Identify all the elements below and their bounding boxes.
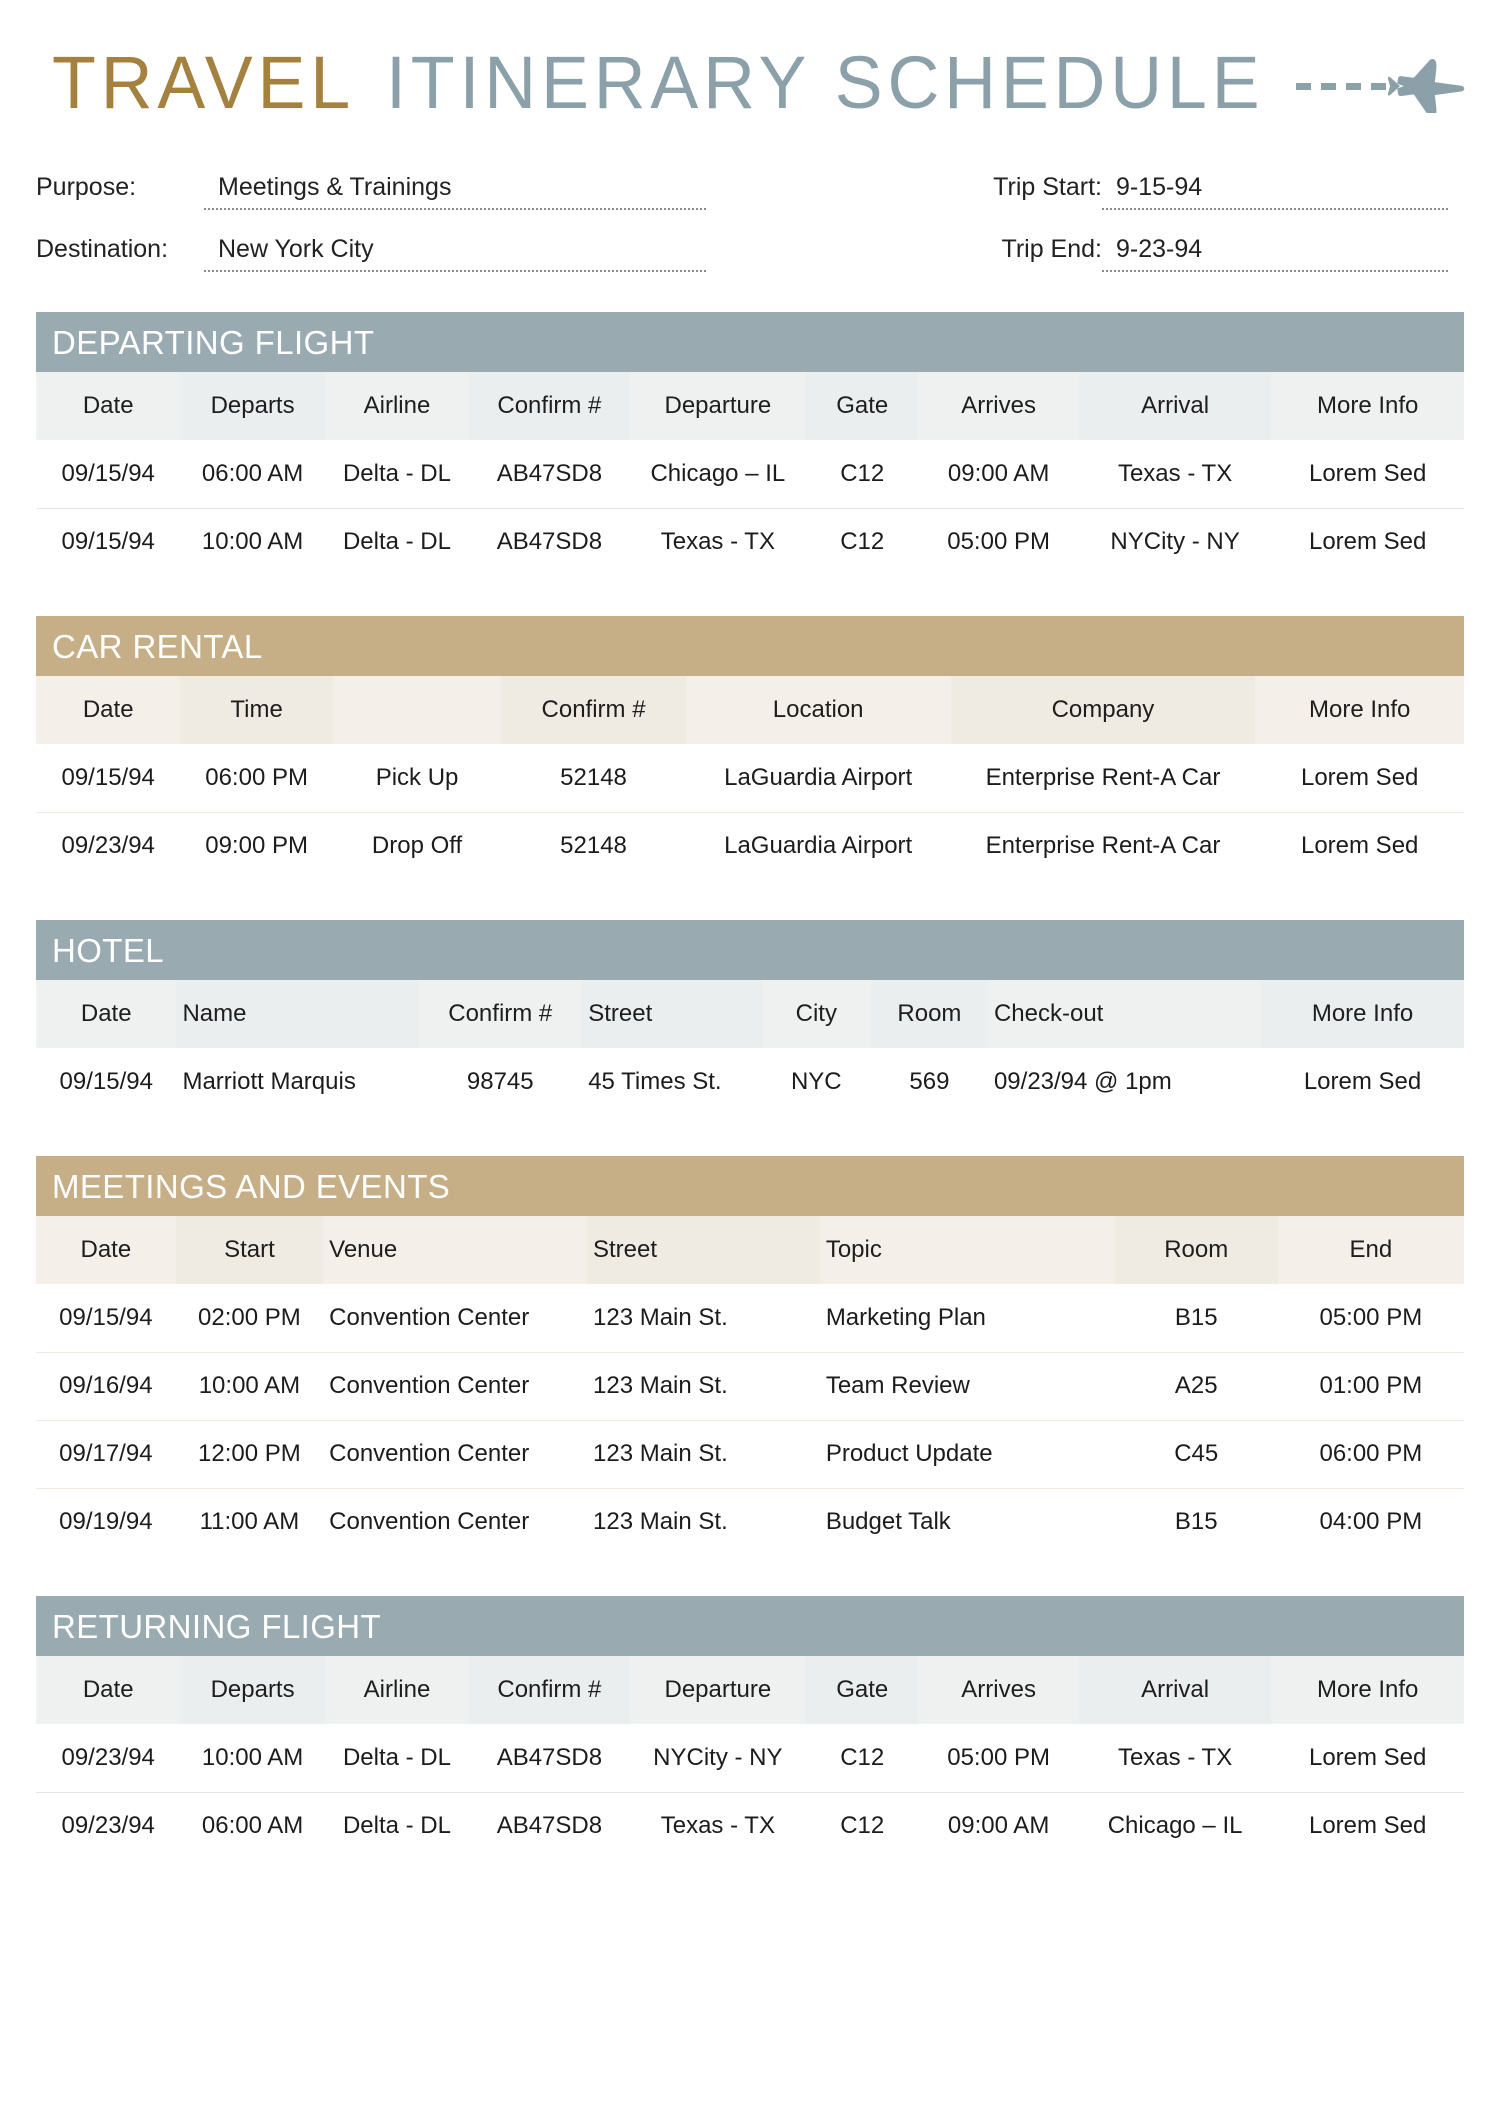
column-header: Date <box>36 372 180 440</box>
table-cell: C12 <box>806 1792 918 1860</box>
table-cell: 09/15/94 <box>36 508 180 576</box>
table-cell: Texas - TX <box>1079 440 1272 508</box>
trip-start-label: Trip Start: <box>993 173 1102 201</box>
column-header: Airline <box>325 372 469 440</box>
column-header: Confirm # <box>469 1656 629 1724</box>
column-header: Arrival <box>1079 372 1272 440</box>
table-cell: Delta - DL <box>325 440 469 508</box>
table-cell: A25 <box>1115 1352 1278 1420</box>
table-row <box>36 1284 1464 1352</box>
column-header: Departs <box>180 1656 324 1724</box>
table-cell: 06:00 PM <box>180 744 332 812</box>
destination-label: Destination: <box>36 235 169 263</box>
column-header: Topic <box>820 1216 1115 1284</box>
table-cell: 05:00 PM <box>918 508 1078 576</box>
table-cell: 02:00 PM <box>176 1284 323 1352</box>
departing-flight-table <box>36 372 1464 576</box>
table-body <box>36 1284 1464 1556</box>
trip-end-field-group <box>1001 235 1448 272</box>
column-header: Gate <box>806 1656 918 1724</box>
table-cell: Lorem Sed <box>1255 744 1464 812</box>
section-header-bar <box>36 920 1464 980</box>
column-header: Room <box>871 980 988 1048</box>
table-cell: 52148 <box>501 812 686 880</box>
title-accent-word: TRAVEL <box>52 41 356 124</box>
table-cell: Convention Center <box>323 1488 587 1556</box>
table-cell: 09/19/94 <box>36 1488 176 1556</box>
table-cell: LaGuardia Airport <box>686 744 951 812</box>
table-cell: 09/23/94 <box>36 1792 180 1860</box>
form-row-purpose <box>36 148 1448 210</box>
table-cell: 09/16/94 <box>36 1352 176 1420</box>
column-header: City <box>762 980 871 1048</box>
column-header: Venue <box>323 1216 587 1284</box>
table-cell: B15 <box>1115 1488 1278 1556</box>
column-header: Confirm # <box>418 980 582 1048</box>
table-cell: AB47SD8 <box>469 440 629 508</box>
table-cell: C45 <box>1115 1420 1278 1488</box>
table-body <box>36 440 1464 576</box>
purpose-label: Purpose: <box>36 173 137 201</box>
table-header-row <box>36 372 1464 440</box>
column-header: Date <box>36 1216 176 1284</box>
table-body <box>36 1724 1464 1860</box>
table-cell: Delta - DL <box>325 508 469 576</box>
table-cell: 98745 <box>418 1048 582 1116</box>
table-cell: 123 Main St. <box>587 1352 820 1420</box>
table-cell: Product Update <box>820 1420 1115 1488</box>
purpose-input[interactable]: Meetings & Trainings <box>204 173 706 210</box>
title-rest-words: ITINERARY SCHEDULE <box>386 41 1265 124</box>
table-cell: 10:00 AM <box>180 508 324 576</box>
column-header: More Info <box>1255 676 1464 744</box>
trip-end-input[interactable]: 9-23-94 <box>1102 235 1448 272</box>
destination-input[interactable]: New York City <box>204 235 706 272</box>
table-cell: 09:00 AM <box>918 1792 1078 1860</box>
meetings-table <box>36 1216 1464 1556</box>
table-cell: Texas - TX <box>630 508 806 576</box>
section-hotel <box>28 920 1472 1116</box>
airplane-icon <box>1388 57 1466 113</box>
section-title: CAR RENTAL <box>52 627 263 665</box>
table-cell: AB47SD8 <box>469 508 629 576</box>
table-cell: 45 Times St. <box>582 1048 761 1116</box>
page-title <box>28 0 1472 124</box>
table-cell: Lorem Sed <box>1271 508 1464 576</box>
table-cell: 01:00 PM <box>1278 1352 1464 1420</box>
table-row <box>36 1724 1464 1792</box>
table-cell: 09/15/94 <box>36 744 180 812</box>
column-header: Check-out <box>988 980 1261 1048</box>
table-row <box>36 1048 1464 1116</box>
table-row <box>36 1792 1464 1860</box>
table-cell: Enterprise Rent-A Car <box>951 812 1256 880</box>
table-row <box>36 1420 1464 1488</box>
trip-start-field-group <box>993 173 1448 210</box>
dashed-flight-path <box>1296 83 1388 90</box>
table-cell: 09:00 AM <box>918 440 1078 508</box>
table-cell: Marketing Plan <box>820 1284 1115 1352</box>
trip-start-input[interactable]: 9-15-94 <box>1102 173 1448 210</box>
column-header: Arrives <box>918 1656 1078 1724</box>
table-cell: 10:00 AM <box>176 1352 323 1420</box>
table-cell: NYCity - NY <box>630 1724 806 1792</box>
table-row <box>36 508 1464 576</box>
column-header: More Info <box>1271 1656 1464 1724</box>
column-header: Street <box>587 1216 820 1284</box>
column-header: Arrives <box>918 372 1078 440</box>
table-row <box>36 440 1464 508</box>
table-header-row <box>36 1216 1464 1284</box>
table-header-row <box>36 980 1464 1048</box>
column-header: Date <box>36 980 176 1048</box>
table-body <box>36 1048 1464 1116</box>
table-cell: 123 Main St. <box>587 1420 820 1488</box>
table-cell: AB47SD8 <box>469 1724 629 1792</box>
table-row <box>36 1488 1464 1556</box>
table-cell: Lorem Sed <box>1271 1724 1464 1792</box>
column-header: End <box>1278 1216 1464 1284</box>
column-header <box>333 676 501 744</box>
column-header: Departure <box>630 1656 806 1724</box>
section-header-bar <box>36 1596 1464 1656</box>
table-cell: Budget Talk <box>820 1488 1115 1556</box>
section-meetings-and-events <box>28 1156 1472 1556</box>
table-cell: 06:00 PM <box>1278 1420 1464 1488</box>
table-cell: AB47SD8 <box>469 1792 629 1860</box>
table-cell: Convention Center <box>323 1352 587 1420</box>
column-header: Start <box>176 1216 323 1284</box>
table-cell: B15 <box>1115 1284 1278 1352</box>
table-cell: C12 <box>806 440 918 508</box>
table-cell: Delta - DL <box>325 1724 469 1792</box>
destination-field-group <box>36 235 706 272</box>
table-cell: 09/15/94 <box>36 1284 176 1352</box>
column-header: Date <box>36 1656 180 1724</box>
table-cell: Lorem Sed <box>1261 1048 1464 1116</box>
table-cell: 569 <box>871 1048 988 1116</box>
table-row <box>36 1352 1464 1420</box>
section-car-rental <box>28 616 1472 880</box>
column-header: Time <box>180 676 332 744</box>
column-header: Company <box>951 676 1256 744</box>
column-header: Airline <box>325 1656 469 1724</box>
table-cell: Texas - TX <box>1079 1724 1272 1792</box>
purpose-field-group <box>36 173 706 210</box>
table-cell: 05:00 PM <box>918 1724 1078 1792</box>
table-body <box>36 744 1464 880</box>
column-header: Street <box>582 980 761 1048</box>
column-header: Location <box>686 676 951 744</box>
table-cell: Convention Center <box>323 1420 587 1488</box>
column-header: Departure <box>630 372 806 440</box>
table-cell: Lorem Sed <box>1255 812 1464 880</box>
table-cell: Delta - DL <box>325 1792 469 1860</box>
table-cell: Texas - TX <box>630 1792 806 1860</box>
table-cell: 05:00 PM <box>1278 1284 1464 1352</box>
table-cell: 10:00 AM <box>180 1724 324 1792</box>
column-header: Gate <box>806 372 918 440</box>
table-row <box>36 812 1464 880</box>
table-cell: 09:00 PM <box>180 812 332 880</box>
table-cell: Pick Up <box>333 744 501 812</box>
returning-flight-table <box>36 1656 1464 1860</box>
table-cell: 06:00 AM <box>180 1792 324 1860</box>
section-header-bar <box>36 312 1464 372</box>
table-cell: 123 Main St. <box>587 1488 820 1556</box>
section-title: HOTEL <box>52 931 165 969</box>
section-returning-flight <box>28 1596 1472 1860</box>
column-header: Departs <box>180 372 324 440</box>
trip-details-form <box>28 148 1472 272</box>
table-cell: 11:00 AM <box>176 1488 323 1556</box>
table-cell: NYC <box>762 1048 871 1116</box>
table-cell: 123 Main St. <box>587 1284 820 1352</box>
column-header: Room <box>1115 1216 1278 1284</box>
table-row <box>36 744 1464 812</box>
table-cell: Chicago – IL <box>630 440 806 508</box>
column-header: More Info <box>1261 980 1464 1048</box>
section-departing-flight <box>28 312 1472 576</box>
trip-end-label: Trip End: <box>1001 235 1102 263</box>
table-cell: C12 <box>806 1724 918 1792</box>
table-cell: 12:00 PM <box>176 1420 323 1488</box>
table-cell: 04:00 PM <box>1278 1488 1464 1556</box>
section-title: RETURNING FLIGHT <box>52 1607 382 1645</box>
section-header-bar <box>36 1156 1464 1216</box>
hotel-table <box>36 980 1464 1116</box>
section-title: MEETINGS AND EVENTS <box>52 1167 451 1205</box>
table-cell: Convention Center <box>323 1284 587 1352</box>
table-cell: 09/23/94 @ 1pm <box>988 1048 1261 1116</box>
table-cell: 09/23/94 <box>36 1724 180 1792</box>
car-rental-table <box>36 676 1464 880</box>
table-cell: 52148 <box>501 744 686 812</box>
column-header: Date <box>36 676 180 744</box>
column-header: Arrival <box>1079 1656 1272 1724</box>
table-cell: 09/15/94 <box>36 1048 176 1116</box>
table-cell: Lorem Sed <box>1271 440 1464 508</box>
table-cell: Lorem Sed <box>1271 1792 1464 1860</box>
column-header: Confirm # <box>469 372 629 440</box>
form-row-destination <box>36 210 1448 272</box>
table-cell: 09/23/94 <box>36 812 180 880</box>
table-cell: Drop Off <box>333 812 501 880</box>
table-cell: Marriott Marquis <box>176 1048 418 1116</box>
column-header: Name <box>176 980 418 1048</box>
section-title: DEPARTING FLIGHT <box>52 323 375 361</box>
table-cell: 09/15/94 <box>36 440 180 508</box>
table-cell: Team Review <box>820 1352 1115 1420</box>
table-cell: 09/17/94 <box>36 1420 176 1488</box>
table-cell: Enterprise Rent-A Car <box>951 744 1256 812</box>
table-header-row <box>36 1656 1464 1724</box>
column-header: More Info <box>1271 372 1464 440</box>
column-header: Confirm # <box>501 676 686 744</box>
table-cell: 06:00 AM <box>180 440 324 508</box>
table-header-row <box>36 676 1464 744</box>
table-cell: C12 <box>806 508 918 576</box>
table-cell: Chicago – IL <box>1079 1792 1272 1860</box>
table-cell: NYCity - NY <box>1079 508 1272 576</box>
table-cell: LaGuardia Airport <box>686 812 951 880</box>
section-header-bar <box>36 616 1464 676</box>
